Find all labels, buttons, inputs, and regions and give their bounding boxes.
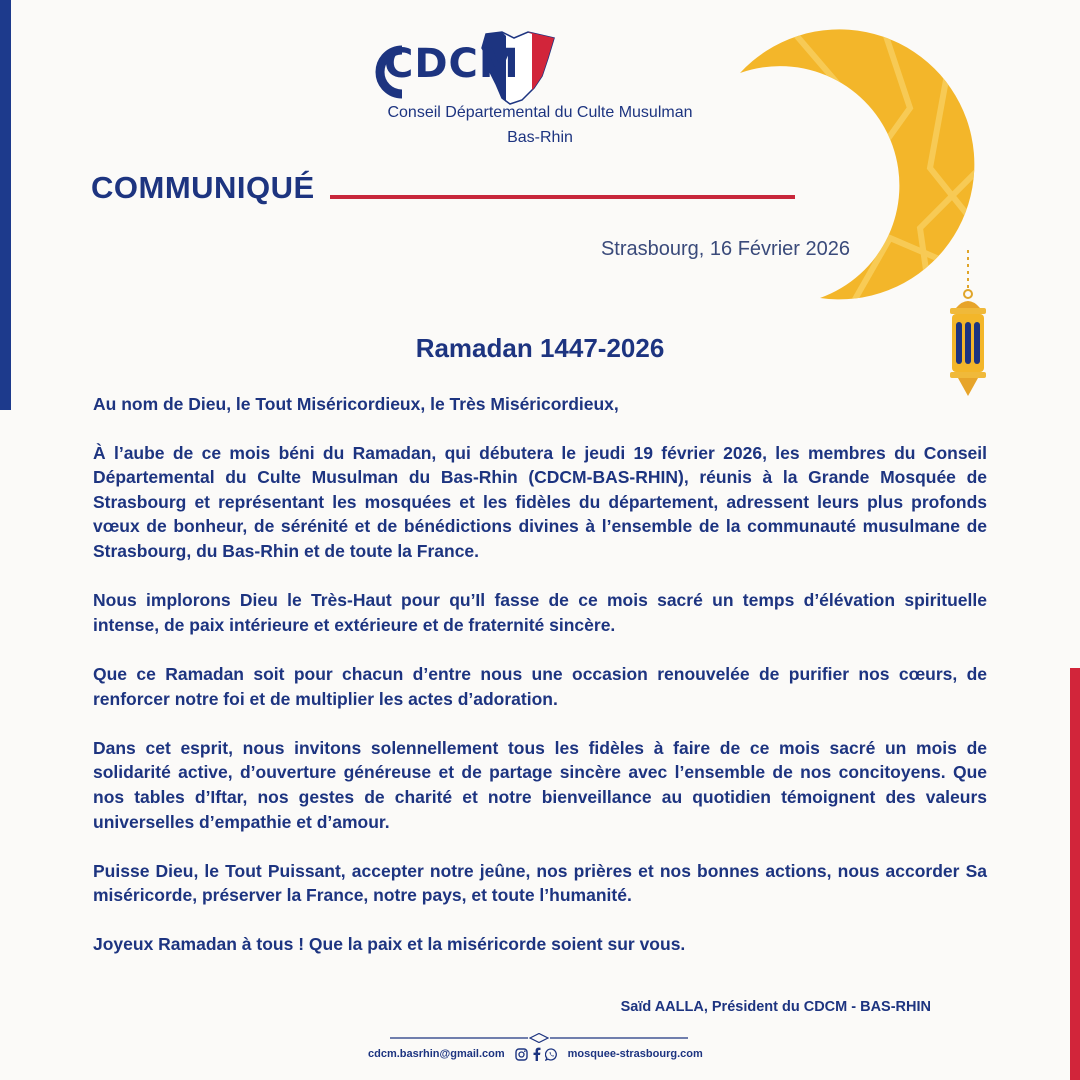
greeting: Au nom de Dieu, le Tout Miséricordieux, le Très Miséricordieux, xyxy=(93,394,619,414)
whatsapp-icon[interactable] xyxy=(545,1048,558,1061)
paragraph-1 xyxy=(93,441,987,564)
social-icons xyxy=(515,1047,558,1061)
paragraph-2: Nous implorons Dieu le Très-Haut pour qu’Il fasse de ce mois sacré un temps d’élévation spirituelle intense, de paix intérieure et extérieure et de fraternité sincère. xyxy=(93,590,987,635)
paragraph-3: Que ce Ramadan soit pour chacun d’entre nous une occasion renouvelée de purifier nos cœurs, de renforcer notre foi et de multiplier les actes d’adoration. xyxy=(93,663,987,709)
footer-website[interactable]: mosquee-strasbourg.com xyxy=(567,1048,703,1060)
instagram-icon[interactable] xyxy=(515,1048,528,1061)
ramadan-start-date: jeudi 19 février 2026 xyxy=(584,442,763,463)
paragraph-1-end: , les membres du Conseil Départemental du Culte Musulman du Bas-Rhin (CDCM-BAS-RHIN), réunis à la Grande Mosquée de Strasbourg et représentant les mosquées et les fidèles du département, adressent leurs plus profonds vœux de bonheur, de sérénité et de bénédictions divines à l’ensemble de la communauté musulmane de Strasbourg, du Bas-Rhin et de toute la France. xyxy=(93,442,988,561)
document-title: Ramadan 1447-2026 xyxy=(415,333,665,363)
footer-email[interactable]: cdcm.basrhin@gmail.com xyxy=(368,1048,505,1060)
paragraph-6: Joyeux Ramadan à tous ! Que la paix et la miséricorde soient sur vous. xyxy=(93,934,686,955)
footer-contacts xyxy=(368,1047,703,1061)
footer-divider xyxy=(390,1033,688,1043)
facebook-icon[interactable] xyxy=(532,1047,541,1061)
right-accent-bar xyxy=(1070,668,1080,1080)
signature: Saïd AALLA, Président du CDCM - BAS-RHIN xyxy=(620,999,931,1015)
org-region: Bas-Rhin xyxy=(507,129,573,146)
communique-heading: COMMUNIQUÉ xyxy=(91,170,315,205)
document-body xyxy=(93,392,987,982)
heading-underline xyxy=(330,195,795,199)
org-name: Conseil Départemental du Culte Musulman xyxy=(387,104,693,121)
place-date: Strasbourg, 16 Février 2026 xyxy=(600,238,850,260)
paragraph-4: Dans cet esprit, nous invitons solennellement tous les fidèles à faire de ce mois sacré un mois de solidarité active, d’ouverture généreuse et de partage sincère avec l’ensemble de nos concitoyens. Que nos tables d’Iftar, nos gestes de charité et notre bienveillance au quotidien témoignent des valeurs universelles d’empathie et d’amour. xyxy=(93,737,987,832)
logo-wordmark: CDCM xyxy=(384,41,520,87)
paragraph-5: Puisse Dieu, le Tout Puissant, accepter notre jeûne, nos prières et nos bonnes actions, nous accorder Sa miséricorde, préserver la France, notre pays, et toute l’humanité. xyxy=(93,860,987,906)
lantern-icon xyxy=(940,250,996,400)
paragraph-1-start: À l’aube de ce mois béni du Ramadan, qui débutera le xyxy=(93,442,585,463)
